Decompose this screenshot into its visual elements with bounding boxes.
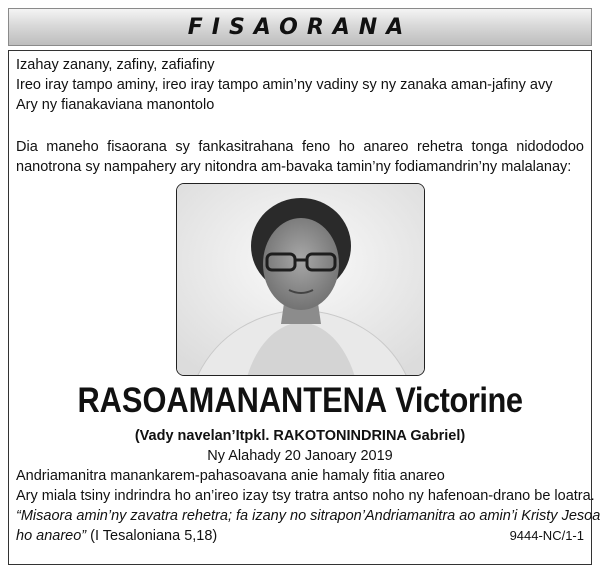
header-banner xyxy=(8,8,592,46)
notice-title: FISAORANA xyxy=(187,14,413,40)
date-line: Ny Alahady 20 Janoary 2019 xyxy=(207,448,393,464)
scripture-quote-line-1: “Misaora amin’ny zavatra rehetra; fa izany no sitrapon’Andriamanitra ao amin’i Kristy Jesoa xyxy=(16,508,600,524)
family-line-3: Ary ny fianakaviana manontolo xyxy=(16,97,215,113)
deceased-given-name: Victorine xyxy=(395,381,523,420)
reference-code: 9444-NC/1-1 xyxy=(509,528,584,543)
family-line-1: Izahay zanany, zafiny, zafiafiny xyxy=(16,57,215,73)
deceased-surname: RASOAMANANTENA xyxy=(77,381,388,420)
scripture-quote-end: ho anareo” xyxy=(16,528,87,544)
family-line-2: Ireo iray tampo aminy, ireo iray tampo amin’ny vadiny sy ny zanaka aman-jafiny avy xyxy=(16,77,553,93)
closing-section xyxy=(16,466,600,546)
apology-line: Ary miala tsiny indrindra ho an’ireo izay tsy tratra antso noho ny hafenoan-drano be loatra. xyxy=(16,488,595,504)
scripture-quote-line-2 xyxy=(16,526,588,546)
spouse-line: (Vady navelan’Itpkl. RAKOTONINDRINA Gabriel) xyxy=(134,428,466,444)
portrait-photo xyxy=(176,183,425,376)
thanks-paragraph: Dia maneho fisaorana sy fankasitrahana feno ho anareo rehetra tonga nidododoo nanotrona sy nampahery ary nitondra am-bavaka tamin’ny fodiamandrin’ny malalanay: xyxy=(16,139,584,175)
blessing-line: Andriamanitra manankarem-pahasoavana anie hamaly fitia anareo xyxy=(16,468,445,484)
family-list xyxy=(16,55,586,115)
portrait-image xyxy=(177,184,425,376)
scripture-citation: (I Tesaloniana 5,18) xyxy=(86,528,218,544)
deceased-name xyxy=(36,380,564,422)
